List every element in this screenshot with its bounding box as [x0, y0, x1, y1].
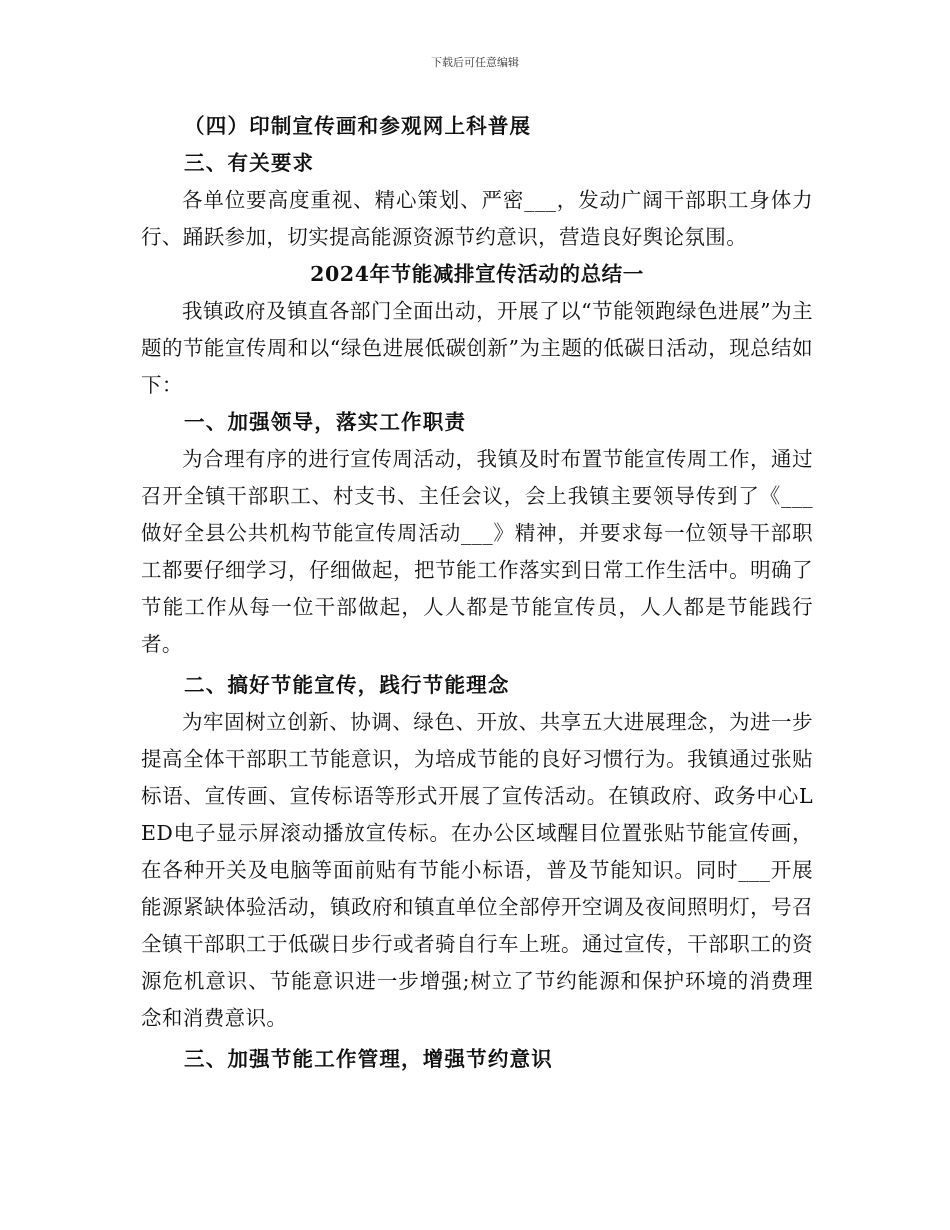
document-body: [141, 108, 813, 1078]
section-heading-requirements: 三、有关要求: [184, 151, 315, 175]
section-heading-management: 三、加强节能工作管理，增强节约意识: [184, 1047, 553, 1071]
section-heading-leadership: 一、加强领导，落实工作职责: [184, 410, 467, 434]
page-header-note: 下载后可任意编辑: [431, 56, 519, 69]
paragraph-requirements: 各单位要高度重视、精心策划、严密___，发动广阔干部职工身体力行、踊跃参加，切实提高能源资源节约意识，营造良好舆论氛围。: [141, 188, 813, 249]
paragraph-publicity: 为牢固树立创新、协调、绿色、开放、共享五大进展理念，为进一步提高全体干部职工节能意识，为培成节能的良好习惯行为。我镇通过张贴标语、宣传画、宣传标语等形式开展了宣传活动。在镇政府、政务中心LED电子显示屏滚动播放宣传标。在办公区域醒目位置张贴节能宣传画，在各种开关及电脑等面前贴有节能小标语，普及节能知识。同时___开展能源紧缺体验活动，镇政府和镇直单位全部停开空调及夜间照明灯，号召全镇干部职工于低碳日步行或者骑自行车上班。通过宣传，干部职工的资源危机意识、节能意识进一步增强;树立了节约能源和保护环境的消费理念和消费意识。: [141, 710, 813, 1030]
paragraph-leadership: 为合理有序的进行宣传周活动，我镇及时布置节能宣传周工作，通过召开全镇干部职工、村支书、主任会议，会上我镇主要领导传到了《___做好全县公共机构节能宣传周活动___》精神，并要求每一位领导干部职工都要仔细学习，仔细做起，把节能工作落实到日常工作生活中。明确了节能工作从每一位干部做起，人人都是节能宣传员，人人都是节能践行者。: [141, 447, 813, 656]
section-heading-print-posters: （四）印制宣传画和参观网上科普展: [184, 114, 532, 138]
paragraph-intro: 我镇政府及镇直各部门全面出动，开展了以“节能领跑绿色进展”为主题的节能宣传周和以“绿色进展低碳创新”为主题的低碳日活动，现总结如下：: [141, 299, 813, 397]
document-title: 2024年节能减排宣传活动的总结一: [310, 262, 644, 286]
section-heading-publicity: 二、搞好节能宣传，践行节能理念: [184, 673, 510, 697]
